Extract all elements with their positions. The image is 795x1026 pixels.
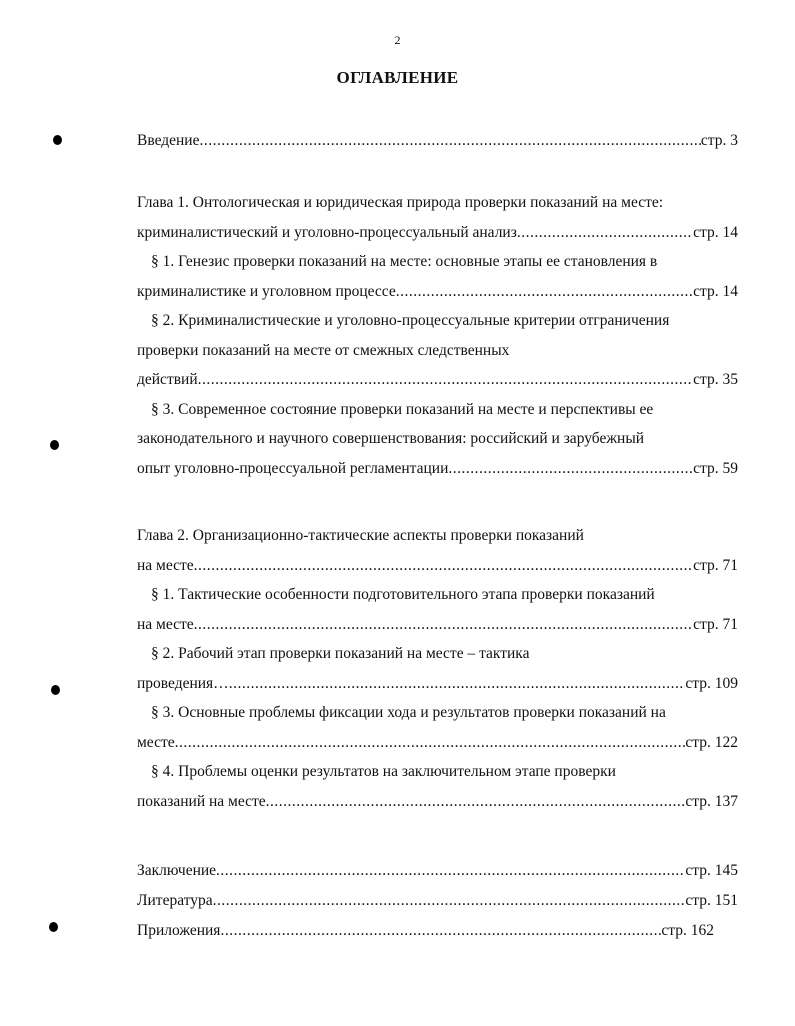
- toc-entry-section-2-1[interactable]: [137, 610, 738, 640]
- toc-entry-intro[interactable]: [137, 126, 738, 156]
- toc-entry-section-1-3[interactable]: [137, 454, 738, 484]
- section-1-1-line-1: § 1. Генезис проверки показаний на месте: основные этапы ее становления в: [151, 253, 658, 270]
- entry-page: стр. 3: [700, 132, 738, 149]
- section-2-3-line-1: § 3. Основные проблемы фиксации хода и результатов проверки показаний на: [151, 704, 666, 721]
- entry-title: проведения…: [137, 674, 229, 692]
- leader-dots: [448, 454, 693, 484]
- toc-ending: [137, 856, 738, 946]
- section-2-4-line-1: § 4. Проблемы оценки результатов на заключительном этапе проверки: [151, 763, 616, 780]
- entry-page: стр. 35: [693, 371, 738, 388]
- binding-hole-1: [53, 135, 62, 145]
- toc-entry-section-2-4[interactable]: [137, 787, 738, 817]
- toc-entry-appendices[interactable]: [137, 916, 738, 946]
- entry-page: стр. 145: [685, 862, 738, 879]
- entry-page: стр. 137: [685, 792, 738, 810]
- entry-title: на месте: [137, 615, 194, 633]
- entry-title: криминалистике и уголовном процессе: [137, 282, 396, 300]
- toc-entry-section-1-2[interactable]: [137, 365, 738, 395]
- leader-dots: [229, 669, 686, 699]
- entry-title: показаний на месте: [137, 792, 266, 810]
- entry-page: стр. 162: [661, 922, 714, 939]
- entry-title: Литература: [137, 892, 213, 909]
- leader-dots: [198, 365, 694, 395]
- entry-title: месте: [137, 733, 175, 751]
- toc-entry-conclusion[interactable]: [137, 856, 738, 886]
- section-2-1-line-1: § 1. Тактические особенности подготовительного этапа проверки показаний: [151, 586, 655, 603]
- entry-page: стр. 14: [693, 223, 738, 241]
- entry-page: стр. 151: [685, 892, 738, 909]
- section-2-2-line-1: [137, 639, 738, 669]
- leader-dots: [213, 886, 686, 916]
- section-1-2-line-1: § 2. Криминалистические и уголовно-процессуальные критерии отграничения: [151, 312, 670, 329]
- entry-title: на месте: [137, 556, 194, 574]
- binding-hole-3: [51, 685, 60, 695]
- toc-entry-section-2-2[interactable]: [137, 669, 738, 699]
- entry-page: стр. 71: [693, 556, 738, 574]
- entry-page: стр. 71: [693, 615, 738, 633]
- toc-entry-literature[interactable]: [137, 886, 738, 916]
- leader-dots: [216, 856, 685, 886]
- entry-page: стр. 122: [685, 733, 738, 751]
- entry-title: Заключение: [137, 862, 217, 879]
- entry-page: стр. 59: [693, 459, 738, 477]
- leader-dots: [175, 728, 686, 758]
- entry-title: Введение: [137, 132, 200, 149]
- section-1-2-line-2: проверки показаний на месте от смежных следственных: [137, 341, 510, 359]
- binding-hole-2: [50, 440, 59, 450]
- toc-entry-section-1-1[interactable]: [137, 277, 738, 307]
- chapter-1-title-line-1: Глава 1. Онтологическая и юридическая природа проверки показаний на месте:: [137, 194, 664, 211]
- leader-dots: [517, 218, 693, 248]
- toc-entry-chapter-2[interactable]: [137, 551, 738, 581]
- toc-chapter-2: [137, 521, 738, 816]
- entry-title: действий: [137, 371, 198, 388]
- page-title: ОГЛАВЛЕНИЕ: [336, 68, 459, 87]
- chapter-2-title-text: Глава 2. Организационно-тактические аспекты проверки показаний: [137, 527, 584, 544]
- toc-entry-section-2-3[interactable]: [137, 728, 738, 758]
- binding-hole-4: [49, 922, 58, 932]
- page-number: 2: [394, 33, 401, 47]
- toc-intro: [137, 126, 738, 156]
- section-1-3-line-2: законодательного и научного совершенствования: российский и зарубежный: [137, 430, 645, 447]
- leader-dots: [199, 126, 700, 156]
- toc-entry-chapter-1[interactable]: [137, 218, 738, 248]
- leader-dots: [396, 277, 693, 307]
- leader-dots: [194, 551, 693, 581]
- entry-title: Приложения: [137, 922, 221, 939]
- entry-title: опыт уголовно-процессуальной регламентации: [137, 459, 449, 477]
- section-2-2-text: § 2. Рабочий этап проверки показаний на месте – тактика: [151, 645, 530, 662]
- leader-dots: [266, 787, 686, 817]
- toc-chapter-1: [137, 188, 738, 483]
- section-1-3-line-1: § 3. Современное состояние проверки показаний на месте и перспективы ее: [151, 400, 654, 418]
- entry-title: криминалистический и уголовно-процессуальный анализ: [137, 223, 517, 241]
- leader-dots: [220, 916, 661, 946]
- chapter-2-title-line-1: [137, 521, 738, 551]
- leader-dots: [194, 610, 693, 640]
- entry-page: стр. 14: [693, 282, 738, 300]
- entry-page: стр. 109: [685, 674, 738, 692]
